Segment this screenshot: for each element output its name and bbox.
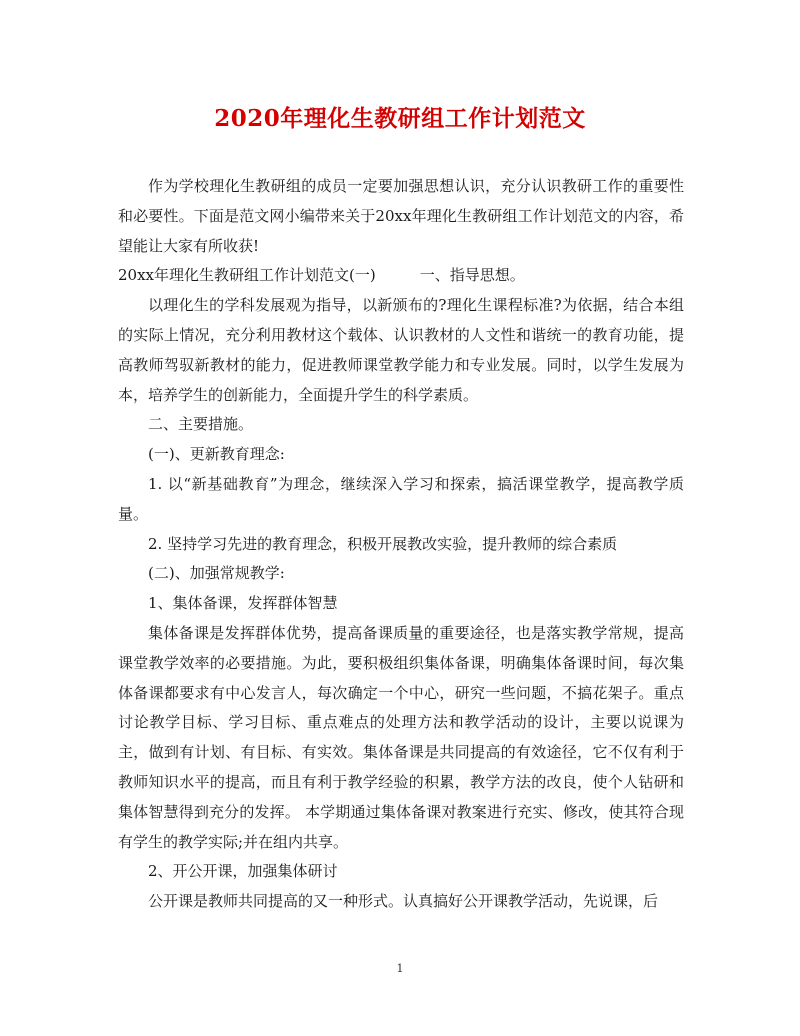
section-heading-line [118,261,684,291]
page-number: 1 [396,962,404,975]
heading-guiding-ideology: 一、指导思想。 [419,266,525,285]
guiding-ideology-paragraph: 以理化生的学科发展观为指导，以新颁布的?理化生课程标准?为依据，结合本组的实际上情况，充分利用教材这个载体、认识教材的人文性和谐统一的教育功能，提高教师驾驭新教材的能力，促进教师课堂教学能力和专业发展。同时，以学生发展为本，培养学生的创新能力，全面提升学生的科学素质。 [118,296,684,404]
intro-paragraph: 作为学校理化生教研组的成员一定要加强思想认识，充分认识教研工作的重要性和必要性。下面是范文网小编带来关于20xx年理化生教研组工作计划范文的内容，希望能让大家有所收获! [118,177,684,255]
document-title: 2020年理化生教研组工作计划范文 [214,105,586,132]
list-item-2: 2. 坚持学习先进的教育理念，积极开展教改实验，提升教师的综合素质 [148,534,618,553]
open-classes-paragraph: 公开课是教师共同提高的又一种形式。认真搞好公开课教学活动，先说课，后 [148,892,659,911]
subtitle-text: 20xx年理化生教研组工作计划范文(一) [118,266,376,285]
collective-lesson-prep-paragraph: 集体备课是发挥群体优势，提高备课质量的重要途径，也是落实教学常规，提高课堂教学效率的必要措施。为此，要积极组织集体备课，明确集体备课时间，每次集体备课都要求有中心发言人，每次确定一个中心，研究一些问题，不搞花架子。重点讨论教学目标、学习目标、重点难点的处理方法和教学活动的设计，主要以说课为主，做到有计划、有目标、有实效。集体备课是共同提高的有效途径，它不仅有利于教师知识水平的提高，而且有利于教学经验的积累，教学方法的改良，使个人钻研和集体智慧得到充分的发挥。 本学期通过集体备课对教案进行充实、修改，使其符合现有学生的教学实际;并在组内共享。 [118,623,684,851]
heading-main-measures: 二、主要措施。 [148,415,254,434]
list-item-1: 1. 以“新基础教育”为理念，继续深入学习和探索，搞活课堂教学，提高教学质量。 [118,474,684,523]
subheading-routine-teaching: (二)、加强常规教学: [148,564,285,583]
subheading-update-concepts: (一)、更新教育理念: [148,445,285,464]
heading-collective-lesson-prep: 1、集体备课，发挥群体智慧 [148,594,338,613]
document-body [118,172,684,917]
heading-open-classes: 2、开公开课，加强集体研讨 [148,862,338,881]
